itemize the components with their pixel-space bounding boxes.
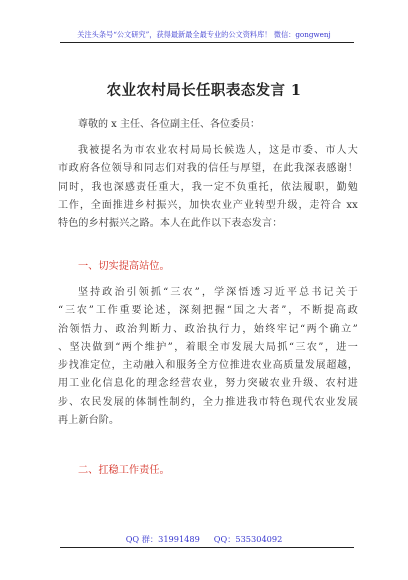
header-banner: 关注头条号“公文研究”，获得最新最全最专业的公文资料库！ 微信：gongwenj: [77, 30, 331, 39]
intro-line: 同时，我也深感责任重大，我一定不负重托，依法履职，勤勉: [58, 181, 358, 193]
header-rule: [60, 42, 354, 43]
intro-line: 工作，全面推进乡村振兴，加快农业产业转型升级，走符合 xx: [58, 199, 358, 211]
footer-qq: QQ：535304092: [213, 534, 283, 544]
footer-contact: [0, 533, 408, 545]
section-1-line: 再上新台阶。: [58, 415, 120, 427]
section-1-line: 坚持政治引领抓“三农”，学深悟透习近平总书记关于: [78, 287, 358, 298]
document-title: 农业农村局长任职表态发言 1: [106, 82, 302, 99]
salutation: 尊敬的 x 主任、各位副主任、各位委员：: [78, 119, 260, 130]
footer-rule: [60, 547, 354, 548]
section-1-line: 步找准定位，主动融入和服务全方位推进农业高质量发展超越，: [58, 360, 358, 372]
section-1-line: 用工业化信息化的理念经营农业，努力突破农业升级、农村进: [58, 378, 358, 390]
section-1-line: 治领悟力、政治判断力、政治执行力，始终牢记“两个确立”: [58, 323, 358, 335]
section-heading-1: 一、切实提高站位。: [78, 261, 170, 272]
intro-paragraph: [58, 142, 358, 233]
section-1-line: 、坚决做到“两个维护”，着眼全市发展大局抓“三农”，进一: [58, 341, 358, 353]
intro-line: 特色的乡村振兴之路。本人在此作以下表态发言：: [58, 218, 283, 230]
section-1-paragraph: [58, 284, 358, 430]
footer-qq-group: QQ 群：31991489: [125, 534, 200, 544]
section-1-line: “三农”工作重要论述，深刻把握“国之大者”，不断提高政: [58, 305, 358, 317]
section-1-line: 步、农民发展的体制性制约，全力推进我市特色现代农业发展: [58, 396, 358, 408]
section-heading-2: 二、扛稳工作责任。: [78, 465, 170, 476]
intro-line: 我被提名为市农业农村局局长候选人，这是市委、市人大: [78, 145, 358, 156]
intro-line: 市政府各位领导和同志们对我的信任与厚望，在此我深表感谢！: [58, 163, 358, 175]
